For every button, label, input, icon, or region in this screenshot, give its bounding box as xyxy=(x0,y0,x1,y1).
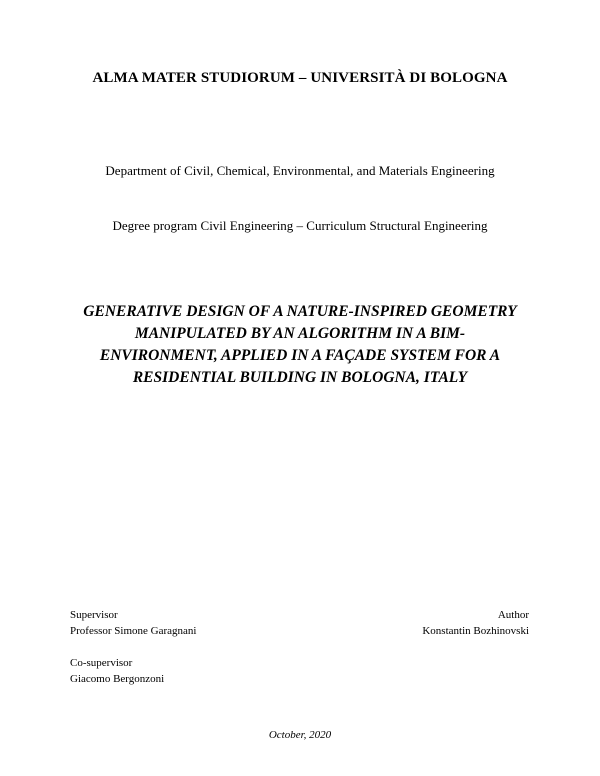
co-supervisor-block xyxy=(70,655,164,687)
thesis-title-line: GENERATIVE DESIGN OF A NATURE-INSPIRED GEOMETRY xyxy=(83,303,517,320)
thesis-title-line: MANIPULATED BY AN ALGORITHM IN A BIM- xyxy=(134,325,466,342)
thesis-title-line: ENVIRONMENT, APPLIED IN A FAÇADE SYSTEM FOR A xyxy=(99,347,501,364)
supervisor-name: Professor Simone Garagnani xyxy=(70,625,197,637)
thesis-title xyxy=(60,301,540,389)
author-label: Author xyxy=(497,609,529,621)
supervisor-label: Supervisor xyxy=(70,609,118,621)
author-name: Konstantin Bozhinovski xyxy=(422,625,529,637)
submission-date: October, 2020 xyxy=(268,729,332,741)
thesis-title-line: RESIDENTIAL BUILDING IN BOLOGNA, ITALY xyxy=(132,369,468,386)
degree-program: Degree program Civil Engineering – Curriculum Structural Engineering xyxy=(112,218,488,233)
supervisor-block xyxy=(70,607,196,639)
co-supervisor-label: Co-supervisor xyxy=(70,657,133,669)
university-heading: ALMA MATER STUDIORUM – UNIVERSITÀ DI BOLOGNA xyxy=(92,70,508,86)
author-block xyxy=(422,607,529,639)
department-name: Department of Civil, Chemical, Environmental, and Materials Engineering xyxy=(105,163,495,178)
co-supervisor-name: Giacomo Bergonzoni xyxy=(70,673,165,685)
